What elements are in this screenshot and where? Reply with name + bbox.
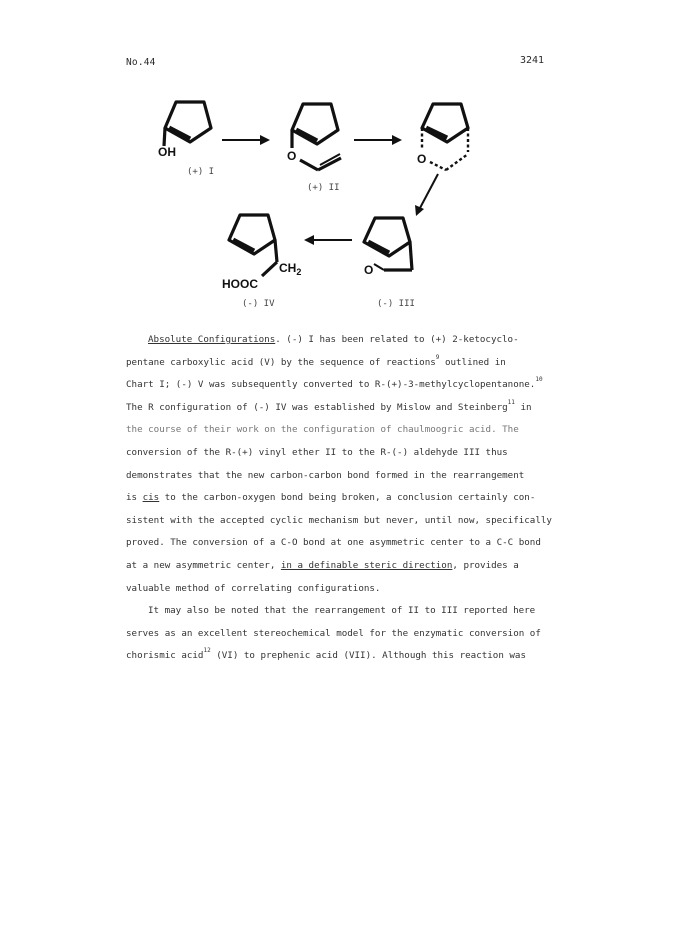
aldehyde-oxygen-label: O [364, 263, 374, 277]
para1-line2: pentane carboxylic acid (V) by the sequence of reactions$^9$ outlined in [126, 353, 506, 368]
ether-oxygen-label: O [287, 149, 297, 163]
para1-line9: sistent with the accepted cyclic mechanism but never, until now, specifically [126, 514, 552, 526]
compound-IV [229, 215, 277, 276]
section-title: Absolute Configurations [148, 334, 276, 345]
reaction-arrow-1 [222, 135, 270, 145]
para2-line3: chorismic acid$^{12}$ (VI) to prephenic acid (VII). Although this reaction was [126, 647, 526, 662]
compound-III-label: (-) III [377, 299, 415, 309]
ts-oxygen-label: O [417, 152, 427, 166]
journal-issue: No.44 [126, 57, 156, 68]
para1-line3: Chart I; (-) V was subsequently converted to R-(+)-3-methylcyclopentanone.$^{10}$ [126, 376, 543, 391]
transition-state [422, 104, 468, 170]
para1-line5: the course of their work on the configuration of chaulmoogric acid. The [126, 424, 519, 436]
hydroxyl-label: OH [158, 145, 176, 159]
carboxyl-label: HOOC [222, 277, 258, 291]
para1-line11: at a new asymmetric center, in a definable steric direction, provides a [126, 559, 519, 571]
compound-I-label: (+) I [187, 167, 215, 177]
para2-line1: It may also be noted that the rearrangement of II to III reported here [148, 605, 536, 617]
compound-I [164, 102, 211, 146]
para1-line12: valuable method of correlating configurations. [126, 582, 381, 594]
para1-line10: proved. The conversion of a C-O bond at one asymmetric center to a C-C bond [126, 537, 541, 549]
compound-II-label: (+) II [307, 183, 340, 193]
reaction-arrow-3 [415, 174, 438, 216]
compound-II [292, 104, 341, 170]
compound-IV-label: (-) IV [242, 299, 275, 309]
reaction-arrow-2 [354, 135, 402, 145]
para2-line2: serves as an excellent stereochemical model for the enzymatic conversion of [126, 627, 541, 639]
page-number: 3241 [520, 55, 545, 66]
para1-line7: demonstrates that the new carbon-carbon bond formed in the rearrangement [126, 469, 525, 481]
para1-line6: conversion of the R-(+) vinyl ether II to the R-(-) aldehyde III thus [126, 446, 508, 458]
reaction-scheme [0, 0, 680, 320]
para1-line1: Absolute Configurations. (-) I has been related to (+) 2-ketocyclo- [148, 334, 519, 345]
reaction-arrow-4 [304, 235, 352, 245]
body-text [126, 329, 556, 668]
ch2-label: $CH_2$ [279, 261, 302, 277]
para1-line8: is cis to the carbon-oxygen bond being broken, a conclusion certainly con- [126, 492, 536, 504]
para1-line4: The R configuration of (-) IV was established by Mislow and Steinberg$^{11}$ in [126, 398, 532, 413]
